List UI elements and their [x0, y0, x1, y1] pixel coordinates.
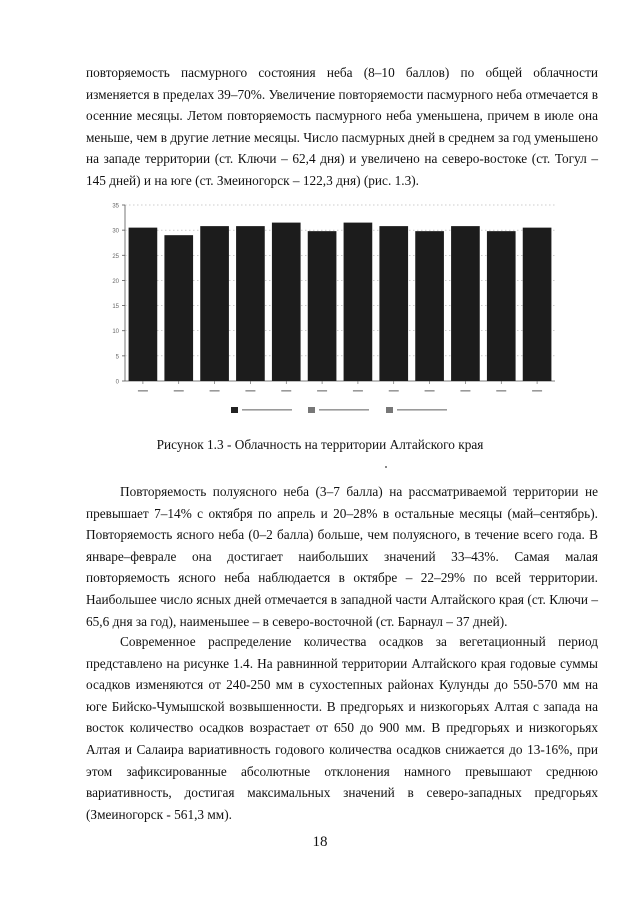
cloudiness-chart — [103, 200, 563, 422]
bar — [200, 226, 229, 381]
y-tick-label: 0 — [115, 379, 119, 386]
x-tick-label-mark — [138, 390, 148, 392]
page-number: 18 — [312, 834, 328, 850]
legend-label-mark — [397, 409, 447, 411]
y-tick-label: 35 — [112, 203, 119, 210]
y-tick-label: 30 — [112, 228, 119, 235]
paragraph-cloudiness: повторяемость пасмурного состояния неба (8–10 баллов) по общей облачности изменяется в пределах 39–70%. Увеличение повторяемости пасмурного неба отмечается в осенние месяцы. Летом повторяемость пасмурного неба уменьшена, причем в июле она меньше, чем в другие летние месяцы. Число пасмурных дней в среднем за год уменьшено на западе территории (ст. Ключи – 62,4 дня) и увеличено на северо-востоке (ст. Тогул – 145 дней) и на юге (ст. Змеиногорск – 122,3 дня) (рис. 1.3). — [86, 65, 598, 188]
bar — [164, 235, 193, 381]
x-tick-label-mark — [532, 390, 542, 392]
bar — [523, 228, 552, 381]
bar — [344, 223, 373, 381]
bar — [129, 228, 158, 381]
x-tick-label-mark — [210, 390, 220, 392]
y-tick-label: 25 — [112, 253, 119, 260]
y-tick-label: 15 — [112, 304, 119, 311]
paragraph-clear-sky: Повторяемость полуясного неба (3–7 балла) на рассматриваемой территории не превышает 7–14% с октября по апрель и 20–28% в остальные месяцы (май–сентябрь). Повторяемость ясного неба (0–2 балла) больше, чем полуясного, в течение всего года. В январе–феврале она достигает наибольших значений 33–43%. Самая малая повторяемость ясного неба наблюдается в октябре – 22–29% по всей территории. Наибольшее число ясных дней отмечается в западной части Алтайского края (ст. Ключи – 65,6 дня за год), наименьшее – в северо-восточной (ст. Барнаул – 37 дней). — [86, 484, 598, 629]
bar — [379, 226, 408, 381]
x-tick-label-mark — [245, 390, 255, 392]
bar — [415, 231, 444, 381]
x-tick-label-mark — [496, 390, 506, 392]
legend-swatch — [308, 407, 315, 413]
bar — [451, 226, 480, 381]
figure-caption: Рисунок 1.3 - Облачность на территории Алтайского края — [156, 437, 484, 452]
y-tick-label: 10 — [112, 329, 119, 336]
x-tick-label-mark — [389, 390, 399, 392]
bar — [487, 231, 516, 381]
bar — [272, 223, 301, 381]
x-tick-label-mark — [174, 390, 184, 392]
x-tick-label-mark — [353, 390, 363, 392]
paragraph-precipitation: Современное распределение количества осадков за вегетационный период представлено на рисунке 1.4. На равнинной территории Алтайского края годовые суммы осадков изменяются от 240-250 мм в сухостепных районах Кулунды до 550-570 мм на юге Бийско-Чумышской возвышенности. В предгорьях и низкогорьях Алтая с запада на восток количество осадков возрастает от 650 до 900 мм. В предгорьях и низкогорьях Алтая и Салаира вариативность годового количества осадков снижается до 13-16%, при этом зафиксированные абсолютные отклонения намного превышают среднюю вариативность, достигая максимальных значений в северо-западных предгорьях (Змеиногорск - 561,3 мм). — [86, 634, 598, 822]
legend-swatch — [386, 407, 393, 413]
x-tick-label-mark — [317, 390, 327, 392]
y-tick-label: 5 — [115, 354, 119, 361]
y-tick-label: 20 — [112, 278, 119, 285]
bar — [236, 226, 265, 381]
scan-speck — [385, 466, 387, 468]
legend-label-mark — [319, 409, 369, 411]
bar — [308, 231, 337, 381]
x-tick-label-mark — [425, 390, 435, 392]
x-tick-label-mark — [281, 390, 291, 392]
legend-label-mark — [242, 409, 292, 411]
x-tick-label-mark — [460, 390, 470, 392]
legend-swatch — [231, 407, 238, 413]
